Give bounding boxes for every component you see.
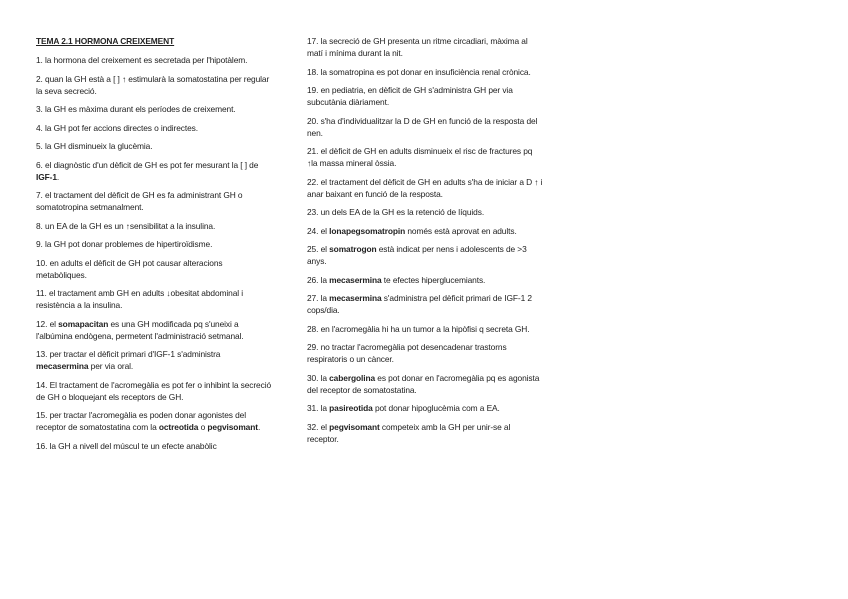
statement-number: 28. <box>307 323 319 334</box>
statement-text: El tractament de l'acromegàlia es pot fer o inhibint la secreció de GH o bloquejant els receptors de GH. <box>36 379 272 402</box>
statement-text: el dèficit de GH en adults disminueix el risc de fractures pq ↑la massa mineral òssia. <box>307 146 533 168</box>
statement-item <box>307 372 543 396</box>
statement-text: el <box>320 244 330 254</box>
statement-text: en l'acromegàlia hi ha un tumor a la hipòfisi q secreta GH. <box>320 323 530 334</box>
statement-text: s'administra pel dèficit primari de IGF-1 2 cops/dia. <box>307 293 532 315</box>
statement-item <box>36 440 272 452</box>
statement-number: 8. <box>36 220 43 231</box>
document-title: TEMA 2.1 HORMONA CREIXEMENT <box>36 36 175 46</box>
statement-text: la somatropina es pot donar en insuficiència renal crònica. <box>320 66 531 77</box>
statement-text: en pediatria, en dèficit de GH s'administra GH per via subcutània diàriament. <box>307 85 513 107</box>
bold-term: somatrogon <box>329 244 377 254</box>
statement-item <box>307 274 543 286</box>
statement-text: o <box>198 422 208 432</box>
left-column <box>36 35 272 458</box>
statement-number: 13. <box>36 349 48 359</box>
statement-text: la GH es màxima durant els períodes de creixement. <box>45 104 236 114</box>
statement-item <box>307 243 543 267</box>
statement-number: 31. <box>307 403 319 413</box>
statement-item <box>36 287 272 311</box>
statement-number: 26. <box>307 274 319 285</box>
statement-number: 16. <box>36 440 48 451</box>
statement-number: 4. <box>36 122 43 133</box>
statement-text: la <box>320 293 330 303</box>
statement-text: no tractar l'acromegàlia pot desencadenar trastorns respiratoris o un càncer. <box>307 342 507 364</box>
right-item-list <box>307 35 543 445</box>
statement-number: 20. <box>307 115 319 126</box>
statement-text: . <box>257 422 261 432</box>
statement-text: el <box>320 225 330 236</box>
statement-item <box>307 421 543 445</box>
statement-text: per tractar el dèficit primari d'IGF-1 s'administra <box>49 349 221 359</box>
statement-item <box>36 103 272 115</box>
statement-item <box>36 220 272 232</box>
statement-text: s'ha d'individualitzar la D de GH en funció de la resposta del nen. <box>307 115 538 138</box>
statement-text: en adults el dèficit de GH pot causar alteracions metabòliques. <box>36 257 223 280</box>
statement-item <box>36 379 272 403</box>
statement-number: 25. <box>307 244 319 254</box>
statement-text: el tractament del dèficit de GH en adults s'ha de iniciar a D ↑ i anar baixant en funció de la resposta. <box>307 176 543 199</box>
statement-item <box>307 292 543 316</box>
statement-text: un dels EA de la GH es la retenció de líquids. <box>320 207 485 217</box>
statement-item <box>307 176 543 200</box>
statement-number: 2. <box>36 73 43 84</box>
statement-item <box>36 73 272 97</box>
statement-text: la <box>320 274 330 285</box>
statement-number: 27. <box>307 293 319 303</box>
statement-text: pot donar hipoglucèmia com a EA. <box>372 403 500 413</box>
right-column <box>307 35 543 451</box>
statement-text: només està aprovat en adults. <box>405 225 517 236</box>
bold-term: cabergolina <box>329 372 376 383</box>
statement-text: te efectes hiperglucemiants. <box>381 274 486 285</box>
statement-item <box>307 66 543 78</box>
statement-number: 24. <box>307 225 319 236</box>
statement-item <box>36 238 272 250</box>
statement-text: la <box>320 372 330 383</box>
statement-text: es pot donar en l'acromegàlia pq es agonista del receptor de somatostatina. <box>307 372 540 395</box>
statement-item <box>36 159 272 183</box>
bold-term: octreotida <box>158 422 199 432</box>
statement-text: es una GH modificada pq s'uneixi a l'albúmina endògena, permetent l'administració setmanal. <box>36 318 244 341</box>
statement-item <box>307 323 543 335</box>
statement-text: la hormona del creixement es secretada per l'hipotàlem. <box>45 55 248 65</box>
statement-text: per tractar l'acromegàlia es poden donar agonistes del receptor de somatostatina com la <box>36 410 246 432</box>
statement-text: quan la GH està a [ ] ↑ estimularà la somatostatina per regular la seva secreció. <box>36 73 270 96</box>
statement-item <box>36 122 272 134</box>
bold-term: pegvisomant <box>329 421 380 432</box>
statement-number: 10. <box>36 257 48 268</box>
statement-item <box>36 140 272 152</box>
statement-text: el tractament del dèficit de GH es fa administrant GH o somatotropina setmanalment. <box>36 190 243 212</box>
statement-text: la GH disminueix la glucèmia. <box>45 141 153 151</box>
statement-item <box>307 341 543 365</box>
statement-text: el diagnòstic d'un dèficit de GH es pot fer mesurant la [ ] de <box>45 159 259 170</box>
statement-number: 18. <box>307 66 319 77</box>
statement-number: 3. <box>36 104 43 114</box>
bold-term: pegvisomant <box>207 422 258 432</box>
statement-item <box>36 257 272 281</box>
statement-number: 17. <box>307 36 319 46</box>
statement-item <box>36 189 272 213</box>
statement-number: 11. <box>36 288 47 298</box>
statement-number: 14. <box>36 379 48 390</box>
statement-number: 23. <box>307 207 319 217</box>
statement-number: 22. <box>307 176 319 187</box>
statement-item <box>36 318 272 342</box>
statement-number: 30. <box>307 372 319 383</box>
statement-text: un EA de la GH es un ↑sensibilitat a la insulina. <box>45 220 216 231</box>
statement-text: el <box>320 421 330 432</box>
bold-term: mecasermina <box>329 293 382 303</box>
statement-item <box>307 84 543 108</box>
statement-number: 32. <box>307 421 319 432</box>
statement-item <box>36 348 272 372</box>
statement-text: . <box>56 171 60 182</box>
bold-term: pasireotida <box>329 403 373 413</box>
statement-text: la GH pot donar problemes de hipertiroïdisme. <box>45 239 213 249</box>
bold-term: IGF-1 <box>36 171 57 182</box>
statement-item <box>36 54 272 66</box>
statement-number: 1. <box>36 55 43 65</box>
statement-item <box>307 225 543 237</box>
statement-text: la GH pot fer accions directes o indirectes. <box>45 122 198 133</box>
statement-text: competeix amb la GH per unir-se al receptor. <box>307 421 511 444</box>
statement-item <box>307 402 543 414</box>
statement-text: el tractament amb GH en adults ↓obesitat abdominal i resistència a la insulina. <box>36 288 244 310</box>
statement-number: 7. <box>36 190 43 200</box>
statement-number: 9. <box>36 239 43 249</box>
statement-item <box>307 206 543 218</box>
statement-text: el <box>49 318 59 329</box>
statement-text: està indicat per nens i adolescents de >3 anys. <box>307 244 527 266</box>
statement-text: la <box>320 403 330 413</box>
statement-number: 15. <box>36 410 48 420</box>
bold-term: mecasermina <box>329 274 382 285</box>
statement-text: per via oral. <box>88 361 134 371</box>
bold-term: lonapegsomatropin <box>329 225 406 236</box>
statement-text: la secreció de GH presenta un ritme circadiari, màxima al matí i mínima durant la nit. <box>307 36 528 58</box>
statement-number: 12. <box>36 318 48 329</box>
bold-term: somapacitan <box>58 318 109 329</box>
statement-number: 29. <box>307 342 319 352</box>
statement-item <box>307 145 543 169</box>
bold-term: mecasermina <box>36 361 89 371</box>
statement-item <box>307 115 543 139</box>
left-item-list <box>36 54 272 452</box>
statement-number: 19. <box>307 85 319 95</box>
statement-number: 21. <box>307 146 319 156</box>
statement-number: 5. <box>36 141 43 151</box>
statement-item <box>36 409 272 433</box>
statement-number: 6. <box>36 159 43 170</box>
statement-item <box>307 35 543 59</box>
statement-text: la GH a nivell del múscul te un efecte anabòlic <box>49 440 217 451</box>
